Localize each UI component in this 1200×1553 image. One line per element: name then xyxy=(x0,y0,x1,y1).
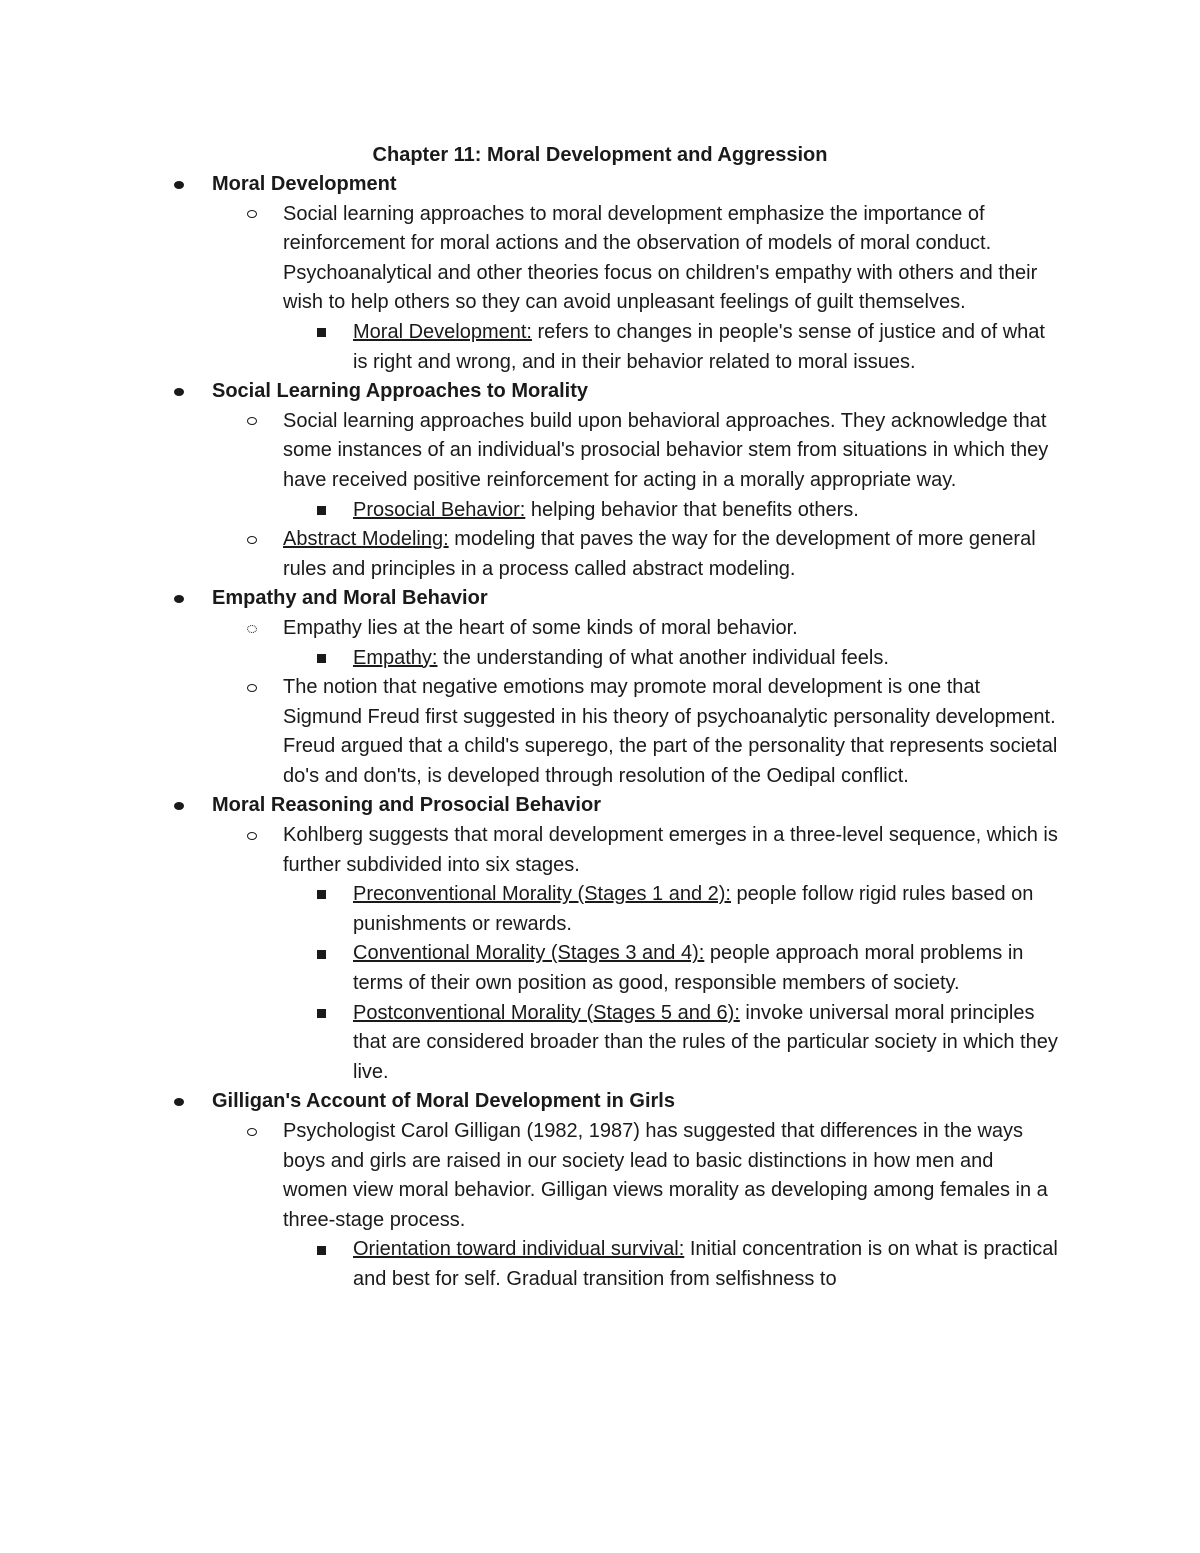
bullet-circle-icon xyxy=(247,407,257,437)
item-text: people approach moral problems in terms of their own position as good, responsible members of society. xyxy=(353,942,1024,995)
list-item xyxy=(0,407,1063,496)
bullet-circle-icon xyxy=(247,673,257,703)
section-heading xyxy=(0,791,1072,821)
sub-list-item xyxy=(0,880,1063,939)
list-item xyxy=(0,525,1063,584)
list-item xyxy=(0,200,1063,318)
item-text: helping behavior that benefits others. xyxy=(525,498,859,521)
sub-list-item xyxy=(0,644,1063,674)
section-heading xyxy=(0,170,1072,200)
bullet-circle-icon xyxy=(247,614,257,644)
item-text: refers to changes in people's sense of justice and of what is right and wrong, and in their behavior related to moral issues. xyxy=(353,320,1045,373)
item-text: Psychologist Carol Gilligan (1982, 1987) has suggested that differences in the ways boys and girls are raised in our society lead to basic distinctions in how men and women view moral behavior. Gilligan views morality as developing among females in a three-stage process. xyxy=(283,1120,1048,1231)
bullet-circle-icon xyxy=(247,821,257,851)
list-item xyxy=(0,673,1063,791)
section-heading xyxy=(0,1087,1072,1117)
item-text: Moral Development xyxy=(212,173,397,195)
item-text: modeling that paves the way for the development of more general rules and principles in a process called abstract modeling. xyxy=(283,528,1036,580)
item-text: people follow rigid rules based on punishments or rewards. xyxy=(353,883,1034,935)
list-item xyxy=(0,821,1063,880)
sub-list-item xyxy=(0,939,1063,998)
section-heading xyxy=(0,584,1072,614)
term-label: Postconventional Morality (Stages 5 and 6): xyxy=(353,1001,740,1024)
bullet-dot-icon xyxy=(174,791,184,821)
item-text: Initial concentration is on what is practical and best for self. Gradual transition from selfishness to xyxy=(353,1238,1058,1290)
bullet-dot-icon xyxy=(174,377,184,407)
sub-list-item xyxy=(0,1235,1063,1294)
item-text: Social learning approaches to moral development emphasize the importance of reinforcement for moral actions and the observation of models of moral conduct. Psychoanalytical and other theories focus on children's empathy with others and their wish to help others so they can avoid unpleasant feelings of guilt themselves. xyxy=(283,202,1038,314)
bullet-square-icon xyxy=(317,999,326,1029)
bullet-square-icon xyxy=(317,496,326,526)
bullet-circle-icon xyxy=(247,200,257,230)
sub-list-item xyxy=(0,318,1063,377)
sub-list-item xyxy=(0,496,1063,526)
item-text: invoke universal moral principles that are considered broader than the rules of the particular society in which they live. xyxy=(353,1001,1058,1083)
bullet-square-icon xyxy=(317,939,326,969)
list-item xyxy=(0,614,1063,644)
bullet-circle-icon xyxy=(247,1117,257,1147)
term-label: Conventional Morality (Stages 3 and 4): xyxy=(353,942,705,965)
bullet-dot-icon xyxy=(174,584,184,614)
outline-list xyxy=(0,170,1200,1295)
bullet-dot-icon xyxy=(174,1087,184,1117)
section-heading xyxy=(0,377,1072,407)
page-title: Chapter 11: Moral Development and Aggression xyxy=(372,144,828,166)
bullet-square-icon xyxy=(317,880,326,910)
bullet-square-icon xyxy=(317,644,326,674)
sub-list-item xyxy=(0,999,1063,1088)
item-text: Social learning approaches build upon behavioral approaches. They acknowledge that some instances of an individual's prosocial behavior stem from situations in which they have received positive reinforcement for acting in a morally appropriate way. xyxy=(283,409,1049,491)
term-label: Abstract Modeling: xyxy=(283,528,449,551)
item-text: The notion that negative emotions may promote moral development is one that Sigmund Freud first suggested in his theory of psychoanalytic personality development. Freud argued that a child's superego, the part of the personality that represents societal do's and don'ts, is developed through resolution of the Oedipal conflict. xyxy=(283,676,1058,787)
list-item xyxy=(0,1117,1063,1235)
item-text: Kohlberg suggests that moral development emerges in a three-level sequence, which is further subdivided into six stages. xyxy=(283,824,1058,876)
term-label: Orientation toward individual survival: xyxy=(353,1238,685,1261)
item-text: Gilligan's Account of Moral Development in Girls xyxy=(212,1090,675,1113)
item-text: the understanding of what another individual feels. xyxy=(437,646,889,669)
bullet-circle-icon xyxy=(247,525,257,555)
item-text: Social Learning Approaches to Morality xyxy=(212,380,588,403)
item-text: Empathy and Moral Behavior xyxy=(212,587,488,610)
bullet-square-icon xyxy=(317,1235,326,1265)
term-label: Prosocial Behavior: xyxy=(353,498,526,521)
item-text: Empathy lies at the heart of some kinds of moral behavior. xyxy=(283,616,798,639)
term-label: Preconventional Morality (Stages 1 and 2): xyxy=(353,883,731,906)
term-label: Empathy: xyxy=(353,646,438,669)
term-label: Moral Development: xyxy=(353,320,532,343)
item-text: Moral Reasoning and Prosocial Behavior xyxy=(212,794,601,817)
bullet-square-icon xyxy=(317,318,326,348)
bullet-dot-icon xyxy=(174,170,184,200)
